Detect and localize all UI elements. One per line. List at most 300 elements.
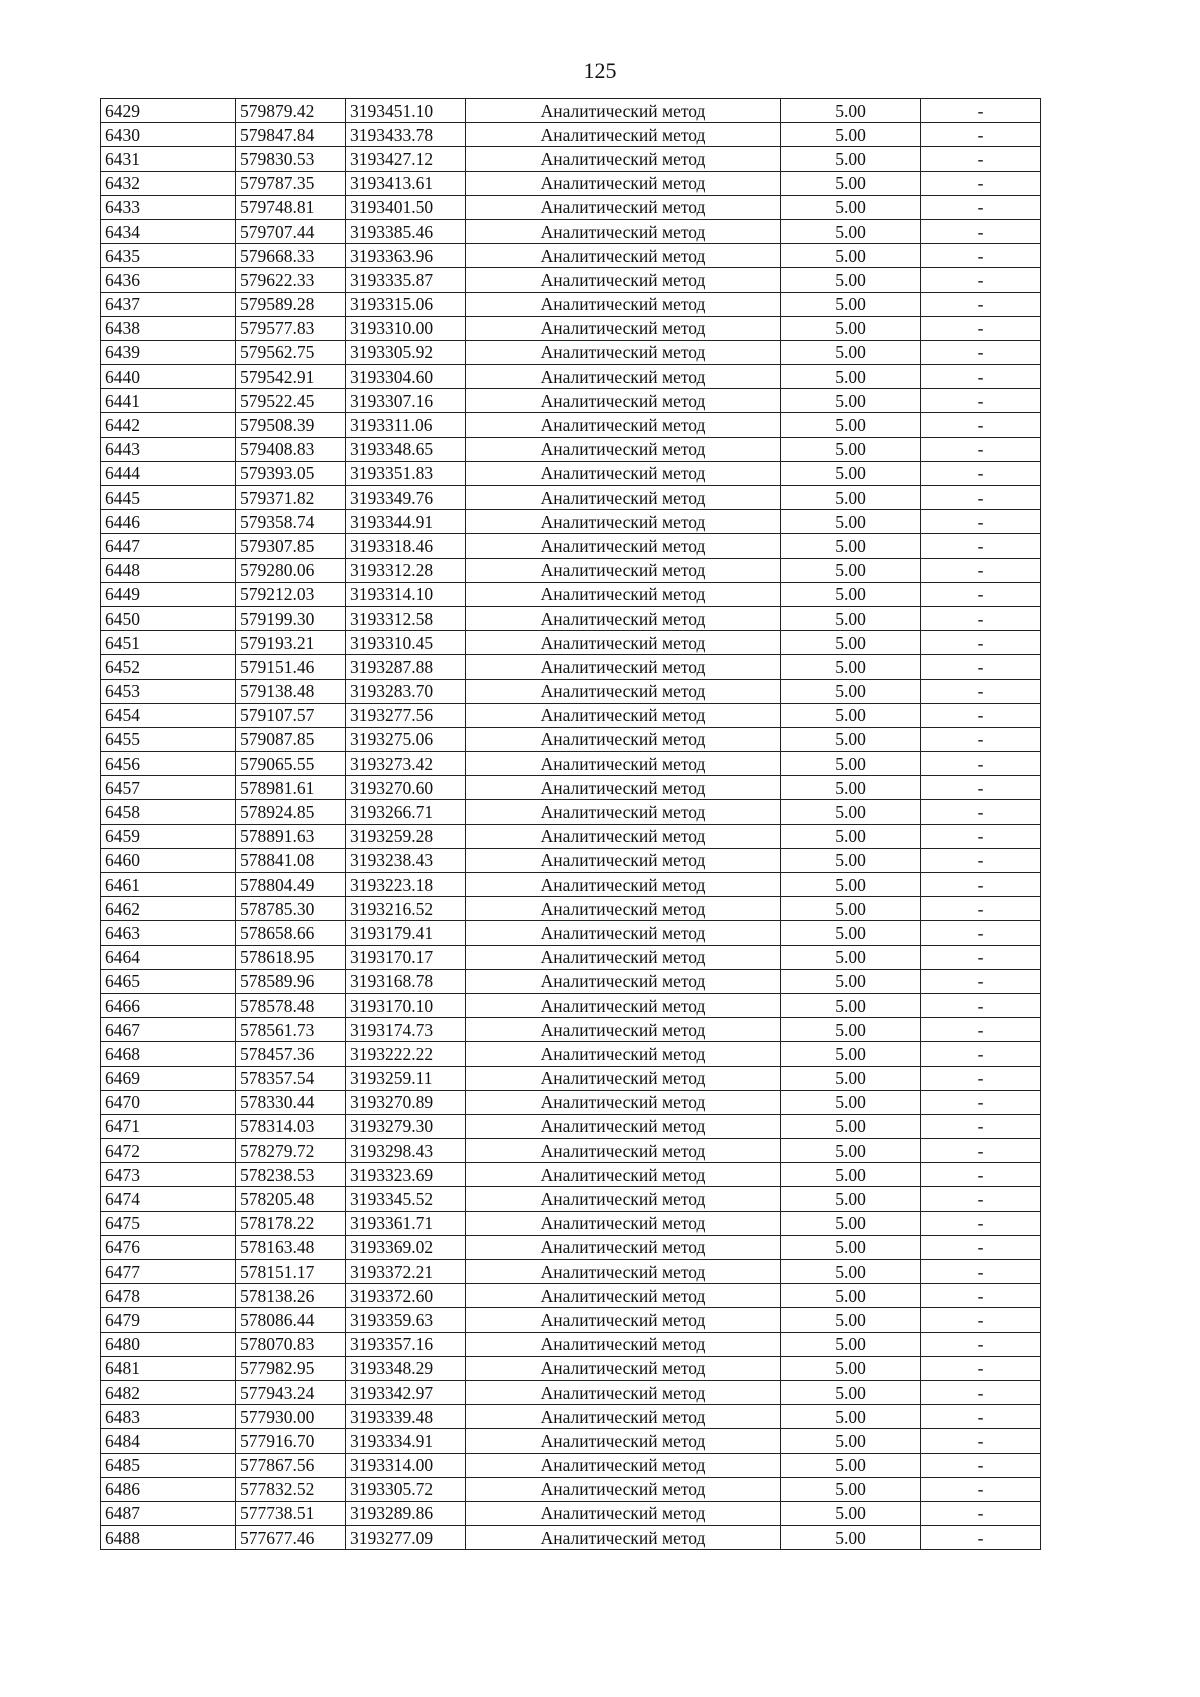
note-cell: - — [921, 921, 1041, 945]
y-coordinate-cell: 3193335.87 — [346, 268, 466, 292]
method-cell: Аналитический метод — [466, 824, 781, 848]
y-coordinate-cell: 3193216.52 — [346, 897, 466, 921]
table-row — [101, 171, 1041, 195]
table-row — [101, 1380, 1041, 1404]
method-cell: Аналитический метод — [466, 1284, 781, 1308]
x-coordinate-cell: 578561.73 — [236, 1018, 346, 1042]
y-coordinate-cell: 3193298.43 — [346, 1139, 466, 1163]
table-row — [101, 365, 1041, 389]
x-coordinate-cell: 578357.54 — [236, 1066, 346, 1090]
method-cell: Аналитический метод — [466, 679, 781, 703]
table-row — [101, 582, 1041, 606]
point-number-cell: 6438 — [101, 316, 236, 340]
y-coordinate-cell: 3193259.11 — [346, 1066, 466, 1090]
point-number-cell: 6456 — [101, 752, 236, 776]
table-row — [101, 1211, 1041, 1235]
table-row — [101, 1501, 1041, 1525]
y-coordinate-cell: 3193287.88 — [346, 655, 466, 679]
method-cell: Аналитический метод — [466, 1260, 781, 1284]
method-cell: Аналитический метод — [466, 147, 781, 171]
y-coordinate-cell: 3193305.72 — [346, 1477, 466, 1501]
x-coordinate-cell: 579107.57 — [236, 703, 346, 727]
note-cell: - — [921, 413, 1041, 437]
x-coordinate-cell: 579087.85 — [236, 727, 346, 751]
y-coordinate-cell: 3193223.18 — [346, 873, 466, 897]
y-coordinate-cell: 3193351.83 — [346, 461, 466, 485]
y-coordinate-cell: 3193315.06 — [346, 292, 466, 316]
accuracy-cell: 5.00 — [781, 1284, 921, 1308]
note-cell: - — [921, 486, 1041, 510]
y-coordinate-cell: 3193318.46 — [346, 534, 466, 558]
method-cell: Аналитический метод — [466, 292, 781, 316]
method-cell: Аналитический метод — [466, 486, 781, 510]
note-cell: - — [921, 1066, 1041, 1090]
table-row — [101, 147, 1041, 171]
note-cell: - — [921, 824, 1041, 848]
method-cell: Аналитический метод — [466, 945, 781, 969]
accuracy-cell: 5.00 — [781, 1163, 921, 1187]
accuracy-cell: 5.00 — [781, 993, 921, 1017]
accuracy-cell: 5.00 — [781, 1308, 921, 1332]
table-row — [101, 606, 1041, 630]
table-row — [101, 1332, 1041, 1356]
accuracy-cell: 5.00 — [781, 1380, 921, 1404]
y-coordinate-cell: 3193174.73 — [346, 1018, 466, 1042]
note-cell: - — [921, 655, 1041, 679]
point-number-cell: 6476 — [101, 1235, 236, 1259]
accuracy-cell: 5.00 — [781, 1332, 921, 1356]
note-cell: - — [921, 1477, 1041, 1501]
table-row — [101, 1090, 1041, 1114]
table-row — [101, 1114, 1041, 1138]
method-cell: Аналитический метод — [466, 752, 781, 776]
y-coordinate-cell: 3193279.30 — [346, 1114, 466, 1138]
x-coordinate-cell: 578070.83 — [236, 1332, 346, 1356]
method-cell: Аналитический метод — [466, 1235, 781, 1259]
accuracy-cell: 5.00 — [781, 1187, 921, 1211]
method-cell: Аналитический метод — [466, 631, 781, 655]
x-coordinate-cell: 579542.91 — [236, 365, 346, 389]
x-coordinate-cell: 579847.84 — [236, 123, 346, 147]
accuracy-cell: 5.00 — [781, 655, 921, 679]
table-row — [101, 1429, 1041, 1453]
note-cell: - — [921, 727, 1041, 751]
y-coordinate-cell: 3193304.60 — [346, 365, 466, 389]
table-row — [101, 897, 1041, 921]
y-coordinate-cell: 3193277.56 — [346, 703, 466, 727]
table-row — [101, 437, 1041, 461]
note-cell: - — [921, 123, 1041, 147]
point-number-cell: 6432 — [101, 171, 236, 195]
x-coordinate-cell: 577982.95 — [236, 1356, 346, 1380]
table-row — [101, 824, 1041, 848]
note-cell: - — [921, 873, 1041, 897]
method-cell: Аналитический метод — [466, 1477, 781, 1501]
table-row — [101, 219, 1041, 243]
point-number-cell: 6436 — [101, 268, 236, 292]
method-cell: Аналитический метод — [466, 776, 781, 800]
y-coordinate-cell: 3193314.00 — [346, 1453, 466, 1477]
point-number-cell: 6439 — [101, 340, 236, 364]
y-coordinate-cell: 3193413.61 — [346, 171, 466, 195]
y-coordinate-cell: 3193363.96 — [346, 244, 466, 268]
accuracy-cell: 5.00 — [781, 1090, 921, 1114]
accuracy-cell: 5.00 — [781, 1405, 921, 1429]
x-coordinate-cell: 578330.44 — [236, 1090, 346, 1114]
table-row — [101, 679, 1041, 703]
accuracy-cell: 5.00 — [781, 776, 921, 800]
table-row — [101, 655, 1041, 679]
y-coordinate-cell: 3193349.76 — [346, 486, 466, 510]
point-number-cell: 6433 — [101, 195, 236, 219]
method-cell: Аналитический метод — [466, 1501, 781, 1525]
note-cell: - — [921, 171, 1041, 195]
accuracy-cell: 5.00 — [781, 1114, 921, 1138]
x-coordinate-cell: 577677.46 — [236, 1526, 346, 1550]
note-cell: - — [921, 1187, 1041, 1211]
point-number-cell: 6447 — [101, 534, 236, 558]
accuracy-cell: 5.00 — [781, 679, 921, 703]
method-cell: Аналитический метод — [466, 99, 781, 123]
point-number-cell: 6488 — [101, 1526, 236, 1550]
x-coordinate-cell: 579199.30 — [236, 606, 346, 630]
x-coordinate-cell: 579280.06 — [236, 558, 346, 582]
x-coordinate-cell: 578314.03 — [236, 1114, 346, 1138]
note-cell: - — [921, 993, 1041, 1017]
note-cell: - — [921, 534, 1041, 558]
note-cell: - — [921, 1356, 1041, 1380]
y-coordinate-cell: 3193342.97 — [346, 1380, 466, 1404]
accuracy-cell: 5.00 — [781, 1477, 921, 1501]
x-coordinate-cell: 579830.53 — [236, 147, 346, 171]
method-cell: Аналитический метод — [466, 1114, 781, 1138]
table-row — [101, 558, 1041, 582]
point-number-cell: 6482 — [101, 1380, 236, 1404]
accuracy-cell: 5.00 — [781, 316, 921, 340]
table-row — [101, 945, 1041, 969]
method-cell: Аналитический метод — [466, 316, 781, 340]
y-coordinate-cell: 3193312.58 — [346, 606, 466, 630]
table-row — [101, 631, 1041, 655]
table-row — [101, 1163, 1041, 1187]
table-row — [101, 461, 1041, 485]
accuracy-cell: 5.00 — [781, 389, 921, 413]
x-coordinate-cell: 579787.35 — [236, 171, 346, 195]
note-cell: - — [921, 703, 1041, 727]
x-coordinate-cell: 578086.44 — [236, 1308, 346, 1332]
y-coordinate-cell: 3193259.28 — [346, 824, 466, 848]
table-row — [101, 316, 1041, 340]
y-coordinate-cell: 3193372.60 — [346, 1284, 466, 1308]
method-cell: Аналитический метод — [466, 510, 781, 534]
accuracy-cell: 5.00 — [781, 1501, 921, 1525]
x-coordinate-cell: 577832.52 — [236, 1477, 346, 1501]
note-cell: - — [921, 437, 1041, 461]
note-cell: - — [921, 1526, 1041, 1550]
point-number-cell: 6435 — [101, 244, 236, 268]
method-cell: Аналитический метод — [466, 606, 781, 630]
table-row — [101, 1066, 1041, 1090]
method-cell: Аналитический метод — [466, 800, 781, 824]
x-coordinate-cell: 578279.72 — [236, 1139, 346, 1163]
accuracy-cell: 5.00 — [781, 703, 921, 727]
x-coordinate-cell: 579508.39 — [236, 413, 346, 437]
note-cell: - — [921, 99, 1041, 123]
note-cell: - — [921, 1260, 1041, 1284]
x-coordinate-cell: 579138.48 — [236, 679, 346, 703]
note-cell: - — [921, 244, 1041, 268]
table-row — [101, 1284, 1041, 1308]
y-coordinate-cell: 3193310.45 — [346, 631, 466, 655]
accuracy-cell: 5.00 — [781, 1139, 921, 1163]
note-cell: - — [921, 897, 1041, 921]
accuracy-cell: 5.00 — [781, 800, 921, 824]
point-number-cell: 6430 — [101, 123, 236, 147]
x-coordinate-cell: 578891.63 — [236, 824, 346, 848]
point-number-cell: 6458 — [101, 800, 236, 824]
point-number-cell: 6442 — [101, 413, 236, 437]
x-coordinate-cell: 579622.33 — [236, 268, 346, 292]
y-coordinate-cell: 3193334.91 — [346, 1429, 466, 1453]
method-cell: Аналитический метод — [466, 461, 781, 485]
y-coordinate-cell: 3193339.48 — [346, 1405, 466, 1429]
x-coordinate-cell: 578163.48 — [236, 1235, 346, 1259]
point-number-cell: 6475 — [101, 1211, 236, 1235]
note-cell: - — [921, 1018, 1041, 1042]
accuracy-cell: 5.00 — [781, 1260, 921, 1284]
note-cell: - — [921, 195, 1041, 219]
y-coordinate-cell: 3193385.46 — [346, 219, 466, 243]
method-cell: Аналитический метод — [466, 1405, 781, 1429]
point-number-cell: 6485 — [101, 1453, 236, 1477]
y-coordinate-cell: 3193323.69 — [346, 1163, 466, 1187]
y-coordinate-cell: 3193314.10 — [346, 582, 466, 606]
note-cell: - — [921, 268, 1041, 292]
x-coordinate-cell: 578151.17 — [236, 1260, 346, 1284]
note-cell: - — [921, 461, 1041, 485]
point-number-cell: 6466 — [101, 993, 236, 1017]
coordinates-table — [100, 98, 1041, 1550]
x-coordinate-cell: 579589.28 — [236, 292, 346, 316]
x-coordinate-cell: 579393.05 — [236, 461, 346, 485]
point-number-cell: 6474 — [101, 1187, 236, 1211]
point-number-cell: 6472 — [101, 1139, 236, 1163]
note-cell: - — [921, 147, 1041, 171]
method-cell: Аналитический метод — [466, 413, 781, 437]
note-cell: - — [921, 1139, 1041, 1163]
y-coordinate-cell: 3193348.29 — [346, 1356, 466, 1380]
y-coordinate-cell: 3193289.86 — [346, 1501, 466, 1525]
note-cell: - — [921, 340, 1041, 364]
y-coordinate-cell: 3193311.06 — [346, 413, 466, 437]
x-coordinate-cell: 577916.70 — [236, 1429, 346, 1453]
note-cell: - — [921, 945, 1041, 969]
accuracy-cell: 5.00 — [781, 631, 921, 655]
method-cell: Аналитический метод — [466, 1042, 781, 1066]
accuracy-cell: 5.00 — [781, 727, 921, 751]
y-coordinate-cell: 3193372.21 — [346, 1260, 466, 1284]
x-coordinate-cell: 578924.85 — [236, 800, 346, 824]
accuracy-cell: 5.00 — [781, 1018, 921, 1042]
method-cell: Аналитический метод — [466, 1187, 781, 1211]
note-cell: - — [921, 848, 1041, 872]
point-number-cell: 6453 — [101, 679, 236, 703]
accuracy-cell: 5.00 — [781, 1526, 921, 1550]
note-cell: - — [921, 1308, 1041, 1332]
y-coordinate-cell: 3193273.42 — [346, 752, 466, 776]
x-coordinate-cell: 578138.26 — [236, 1284, 346, 1308]
accuracy-cell: 5.00 — [781, 921, 921, 945]
point-number-cell: 6445 — [101, 486, 236, 510]
note-cell: - — [921, 1235, 1041, 1259]
accuracy-cell: 5.00 — [781, 824, 921, 848]
table-row — [101, 1042, 1041, 1066]
accuracy-cell: 5.00 — [781, 171, 921, 195]
point-number-cell: 6477 — [101, 1260, 236, 1284]
point-number-cell: 6454 — [101, 703, 236, 727]
accuracy-cell: 5.00 — [781, 510, 921, 534]
y-coordinate-cell: 3193222.22 — [346, 1042, 466, 1066]
accuracy-cell: 5.00 — [781, 437, 921, 461]
x-coordinate-cell: 579212.03 — [236, 582, 346, 606]
point-number-cell: 6486 — [101, 1477, 236, 1501]
method-cell: Аналитический метод — [466, 123, 781, 147]
point-number-cell: 6469 — [101, 1066, 236, 1090]
accuracy-cell: 5.00 — [781, 1211, 921, 1235]
note-cell: - — [921, 1090, 1041, 1114]
method-cell: Аналитический метод — [466, 437, 781, 461]
point-number-cell: 6463 — [101, 921, 236, 945]
x-coordinate-cell: 579408.83 — [236, 437, 346, 461]
accuracy-cell: 5.00 — [781, 1429, 921, 1453]
y-coordinate-cell: 3193168.78 — [346, 969, 466, 993]
accuracy-cell: 5.00 — [781, 195, 921, 219]
point-number-cell: 6446 — [101, 510, 236, 534]
point-number-cell: 6460 — [101, 848, 236, 872]
point-number-cell: 6437 — [101, 292, 236, 316]
table-row — [101, 413, 1041, 437]
point-number-cell: 6450 — [101, 606, 236, 630]
y-coordinate-cell: 3193238.43 — [346, 848, 466, 872]
table-row — [101, 1477, 1041, 1501]
accuracy-cell: 5.00 — [781, 1356, 921, 1380]
note-cell: - — [921, 800, 1041, 824]
note-cell: - — [921, 558, 1041, 582]
y-coordinate-cell: 3193359.63 — [346, 1308, 466, 1332]
x-coordinate-cell: 578841.08 — [236, 848, 346, 872]
point-number-cell: 6464 — [101, 945, 236, 969]
method-cell: Аналитический метод — [466, 1308, 781, 1332]
note-cell: - — [921, 1211, 1041, 1235]
method-cell: Аналитический метод — [466, 921, 781, 945]
note-cell: - — [921, 1284, 1041, 1308]
table-row — [101, 389, 1041, 413]
method-cell: Аналитический метод — [466, 558, 781, 582]
y-coordinate-cell: 3193283.70 — [346, 679, 466, 703]
accuracy-cell: 5.00 — [781, 365, 921, 389]
table-row — [101, 1405, 1041, 1429]
accuracy-cell: 5.00 — [781, 99, 921, 123]
x-coordinate-cell: 578238.53 — [236, 1163, 346, 1187]
table-row — [101, 340, 1041, 364]
accuracy-cell: 5.00 — [781, 848, 921, 872]
x-coordinate-cell: 578457.36 — [236, 1042, 346, 1066]
note-cell: - — [921, 292, 1041, 316]
table-row — [101, 292, 1041, 316]
point-number-cell: 6448 — [101, 558, 236, 582]
table-row — [101, 752, 1041, 776]
note-cell: - — [921, 631, 1041, 655]
method-cell: Аналитический метод — [466, 171, 781, 195]
accuracy-cell: 5.00 — [781, 244, 921, 268]
y-coordinate-cell: 3193451.10 — [346, 99, 466, 123]
accuracy-cell: 5.00 — [781, 461, 921, 485]
x-coordinate-cell: 577738.51 — [236, 1501, 346, 1525]
table-row — [101, 1308, 1041, 1332]
x-coordinate-cell: 578658.66 — [236, 921, 346, 945]
accuracy-cell: 5.00 — [781, 292, 921, 316]
y-coordinate-cell: 3193348.65 — [346, 437, 466, 461]
table-row — [101, 244, 1041, 268]
point-number-cell: 6444 — [101, 461, 236, 485]
table-row — [101, 1235, 1041, 1259]
accuracy-cell: 5.00 — [781, 582, 921, 606]
point-number-cell: 6479 — [101, 1308, 236, 1332]
point-number-cell: 6483 — [101, 1405, 236, 1429]
accuracy-cell: 5.00 — [781, 897, 921, 921]
point-number-cell: 6480 — [101, 1332, 236, 1356]
point-number-cell: 6473 — [101, 1163, 236, 1187]
y-coordinate-cell: 3193310.00 — [346, 316, 466, 340]
x-coordinate-cell: 579358.74 — [236, 510, 346, 534]
x-coordinate-cell: 578589.96 — [236, 969, 346, 993]
y-coordinate-cell: 3193312.28 — [346, 558, 466, 582]
table-row — [101, 993, 1041, 1017]
method-cell: Аналитический метод — [466, 244, 781, 268]
table-row — [101, 1260, 1041, 1284]
point-number-cell: 6470 — [101, 1090, 236, 1114]
x-coordinate-cell: 579151.46 — [236, 655, 346, 679]
method-cell: Аналитический метод — [466, 1429, 781, 1453]
y-coordinate-cell: 3193270.89 — [346, 1090, 466, 1114]
table-row — [101, 195, 1041, 219]
y-coordinate-cell: 3193401.50 — [346, 195, 466, 219]
y-coordinate-cell: 3193275.06 — [346, 727, 466, 751]
method-cell: Аналитический метод — [466, 848, 781, 872]
table-row — [101, 727, 1041, 751]
method-cell: Аналитический метод — [466, 897, 781, 921]
note-cell: - — [921, 1429, 1041, 1453]
table-row — [101, 1187, 1041, 1211]
y-coordinate-cell: 3193170.17 — [346, 945, 466, 969]
table-row — [101, 1526, 1041, 1550]
note-cell: - — [921, 316, 1041, 340]
point-number-cell: 6451 — [101, 631, 236, 655]
coordinates-table-body — [101, 99, 1041, 1550]
point-number-cell: 6468 — [101, 1042, 236, 1066]
table-row — [101, 99, 1041, 123]
x-coordinate-cell: 579748.81 — [236, 195, 346, 219]
method-cell: Аналитический метод — [466, 993, 781, 1017]
note-cell: - — [921, 969, 1041, 993]
y-coordinate-cell: 3193369.02 — [346, 1235, 466, 1259]
accuracy-cell: 5.00 — [781, 606, 921, 630]
accuracy-cell: 5.00 — [781, 1066, 921, 1090]
x-coordinate-cell: 579707.44 — [236, 219, 346, 243]
method-cell: Аналитический метод — [466, 1526, 781, 1550]
method-cell: Аналитический метод — [466, 268, 781, 292]
y-coordinate-cell: 3193266.71 — [346, 800, 466, 824]
